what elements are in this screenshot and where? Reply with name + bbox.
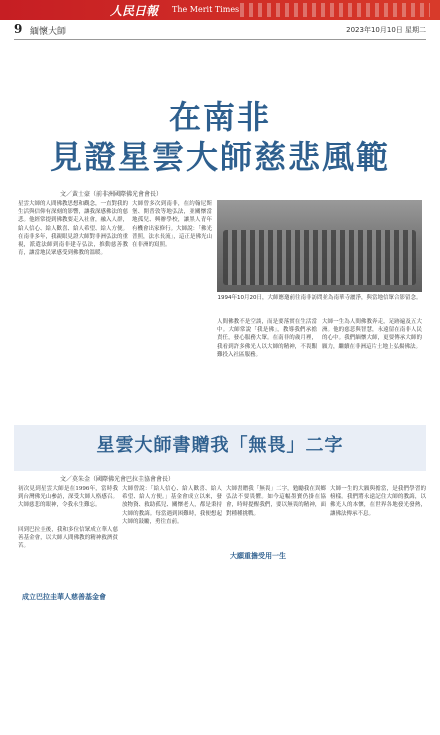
article2-column-1-text-after: 回到巴拉圭後，我和多位信眾成立華人慈善基金會，以大師人間佛教的精神救濟貧苦。 bbox=[18, 526, 118, 550]
masthead-decoration bbox=[240, 3, 430, 17]
article2-column-1 bbox=[18, 485, 118, 730]
article1-column-3: 人間佛教不是空談，而是要落實在生活當中。大師常說「我是佛」，教導我們承擔責任，發心服務大眾。在南非的歲月裡，我看到許多佛光人以大師的精神，不畏艱難投入社區服務。 bbox=[217, 319, 317, 358]
article2-column-4: 大師一生的大願與擔當，是我們學習的榜樣。我們將永遠記住大師的教誨，以佛光人的本懷，在世界各地發光發熱，讓佛法傳承不息。 bbox=[330, 486, 426, 517]
page-number: 9 bbox=[14, 22, 23, 36]
article1-byline: 文／黃士豪（前非洲國際佛光會會長） bbox=[60, 191, 163, 198]
article1-column-4: 大師一生為人間佛教奔走，足跡遍及五大洲。他的慈悲與智慧，永遠留在南非人民的心中。我們緬懷大師，更要傳承大師的願力，繼續在非洲這片土地上弘揚佛法。 bbox=[322, 319, 422, 350]
masthead-banner bbox=[0, 0, 440, 20]
article2-byline: 文／莫朱金（國際佛光會巴拉圭協會會長） bbox=[60, 476, 175, 483]
article2-column-2: 大師曾說：「給人信心、給人歡喜、給人希望、給人方便。」基金會成立以來，發放物資、救助孤兒、關懷老人，都是秉持大師的教誨。每當遇到困難時，我便想起大師的鼓勵，勇往直前。 bbox=[122, 486, 222, 525]
article2-subhead-1: 成立巴拉圭華人慈善基金會 bbox=[22, 592, 106, 601]
article2-subhead-2: 大願重擔受用一生 bbox=[230, 551, 286, 560]
masthead-english: The Merit Times bbox=[172, 5, 240, 14]
article2-title: 星雲大師書贈我「無畏」二字 bbox=[96, 435, 344, 456]
article1-title-line1: 在南非 bbox=[168, 98, 271, 136]
article1-column-2: 大師曾多次到南非，在約翰尼斯堡、開普敦等地弘法，並關懷當地孤兒、興辦學校，讓黑人青年有機會出家修行。大師說：「佛光普照，法水長流」，這正是佛光山在非洲的寫照。 bbox=[132, 201, 212, 249]
group-photo bbox=[217, 200, 422, 292]
article2-column-3: 大師書贈我「無畏」二字，勉勵我在異鄉弘法不要畏懼。如今這幅墨寶仍掛在協會，時時提醒我們，要以無畏的精神，面對種種挑戰。 bbox=[226, 486, 326, 517]
header-rule bbox=[14, 39, 426, 40]
photo-caption: 1994年10月20日，大師應邀前往南非訪問並為南華寺灑淨，與當地信眾合影留念。 bbox=[217, 295, 422, 301]
section-name: 緬懷大師 bbox=[30, 27, 67, 37]
issue-date: 2023年10月10日 星期二 bbox=[346, 26, 426, 34]
article1-column-1: 星雲大師的人間佛教思想和觀念，一直對我的生活與信仰有深刻的影響，讓我深感佛法的慈悲。他經常提到佛教要走入社會，融入人群，給人信心、給人歡喜、給人希望、給人方便。在南非多年，我親眼見證大師對非洲弘法的重視，派遣法師到南非建寺弘法，推動慈善教育，讓當地民眾感受到佛教的溫暖。 bbox=[18, 201, 128, 257]
photo-crowd bbox=[223, 230, 416, 285]
article1-title-line2: 見證星雲大師慈悲風範 bbox=[49, 138, 390, 176]
article2-column-1-text: 初次見到星雲大師是在1996年，當時我到台灣佛光山參訪，深受大師人格感召。大師慈悲的眼神，令我永生難忘。 bbox=[18, 486, 118, 509]
masthead-logo: 人民日報 bbox=[110, 4, 159, 18]
